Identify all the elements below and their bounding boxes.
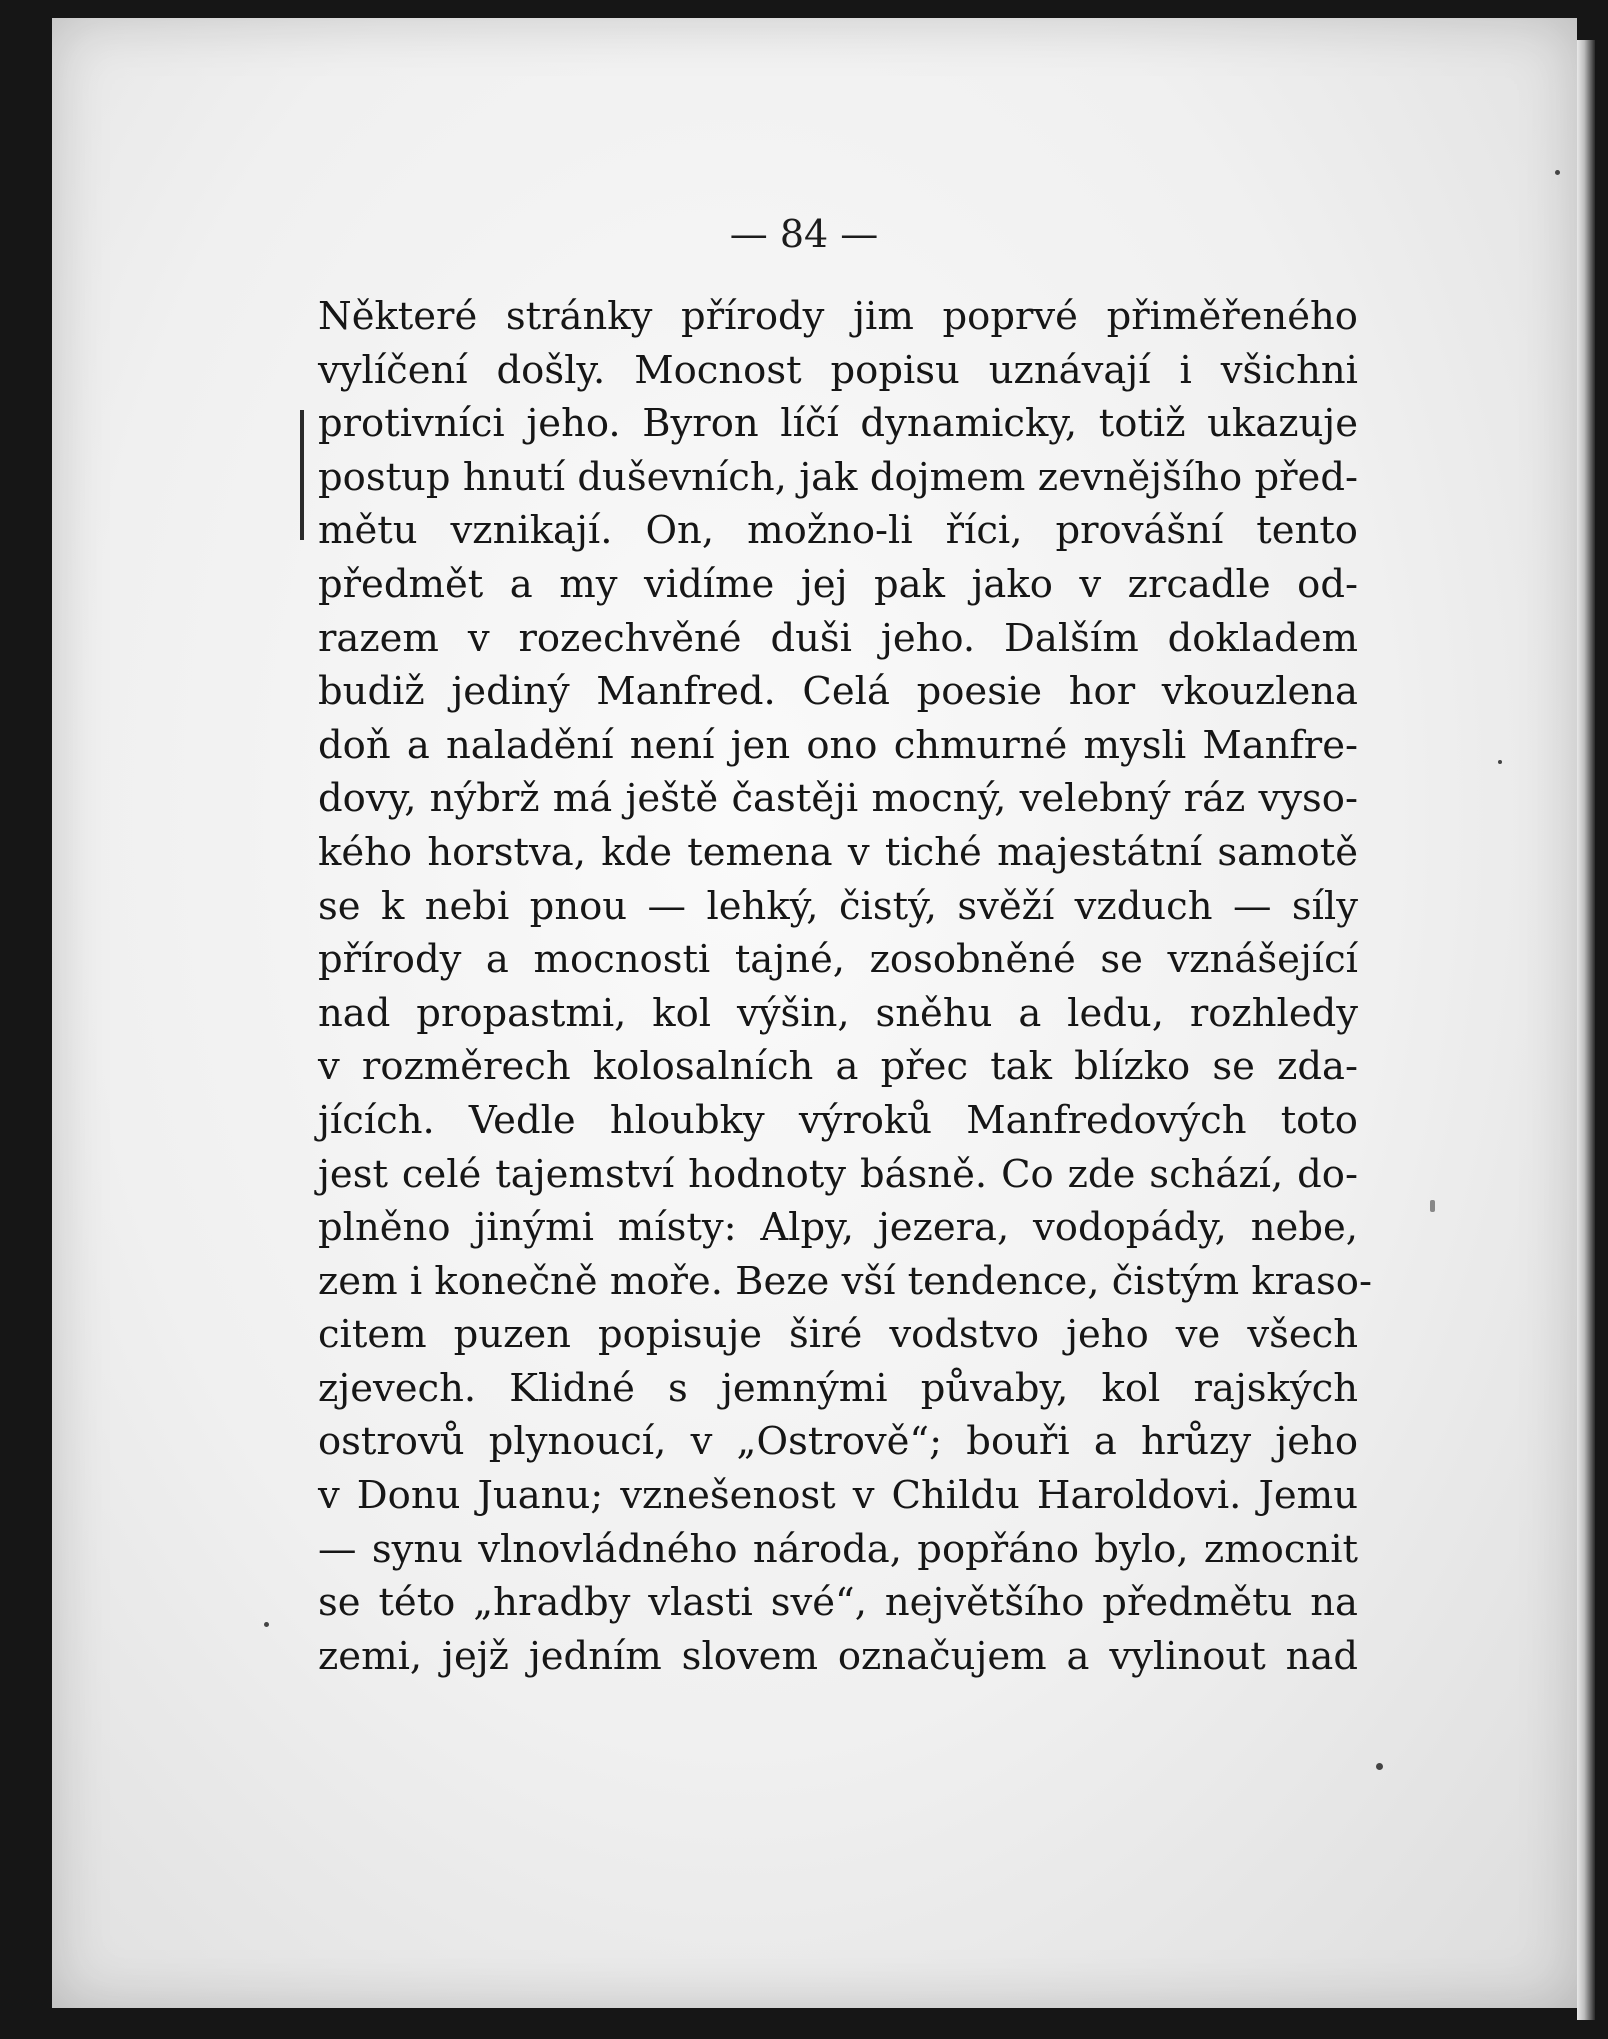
text-line: dovy, nýbrž má ještě častěji mocný, velebný ráz vyso-: [318, 776, 1358, 822]
text-line: vylíčení došly. Mocnost popisu uznávají i všichni: [318, 347, 1358, 393]
margin-pencil-mark: [300, 410, 304, 540]
text-line: přírody a mocnosti tajné, zosobněné se vznášející: [318, 937, 1358, 983]
text-line: v Donu Juanu; vznešenost v Childu Haroldovi. Jemu: [318, 1473, 1358, 1519]
scan-speck: [1376, 1763, 1383, 1770]
text-line: plněno jinými místy: Alpy, jezera, vodopády, nebe,: [318, 1205, 1358, 1251]
scan-speck: [1430, 1200, 1435, 1212]
text-line: ostrovů plynoucí, v „Ostrově“; bouři a hrůzy jeho: [318, 1419, 1358, 1465]
text-line: zem i konečně moře. Beze vší tendence, čistým kraso-: [318, 1258, 1372, 1304]
text-line: nad propastmi, kol výšin, sněhu a ledu, rozhledy: [318, 990, 1358, 1036]
text-line: zjevech. Klidné s jemnými půvaby, kol rajských: [318, 1365, 1358, 1411]
text-line: — synu vlnovládného národa, popřáno bylo, zmocnit: [318, 1526, 1358, 1572]
text-line: kého horstva, kde temena v tiché majestátní samotě: [318, 829, 1358, 875]
text-line: jících. Vedle hloubky výroků Manfredových toto: [318, 1097, 1358, 1143]
body-text: [318, 290, 1372, 1683]
text-line: se této „hradby vlasti své“, největšího předmětu na: [318, 1580, 1358, 1626]
page-edge-shadow: [1577, 40, 1595, 2020]
text-line: budiž jediný Manfred. Celá poesie hor vkouzlena: [318, 669, 1358, 715]
text-line: citem puzen popisuje širé vodstvo jeho ve všech: [318, 1312, 1358, 1358]
text-line: doň a naladění není jen ono chmurné mysli Manfre-: [318, 722, 1358, 768]
text-line: předmět a my vidíme jej pak jako v zrcadle od-: [318, 561, 1358, 607]
text-line: postup hnutí duševních, jak dojmem zevnějšího před-: [318, 454, 1358, 500]
scan-speck: [264, 1622, 269, 1627]
page-number: — 84 —: [729, 212, 879, 256]
text-line: v rozměrech kolosalních a přec tak blízko se zda-: [318, 1044, 1358, 1090]
scan-speck: [1555, 170, 1560, 175]
text-line: se k nebi pnou — lehký, čistý, svěží vzduch — síly: [318, 883, 1358, 929]
text-line: mětu vznikají. On, možno-li říci, provášní tento: [318, 508, 1358, 554]
text-line: protivníci jeho. Byron líčí dynamicky, totiž ukazuje: [318, 401, 1358, 447]
scan-speck: [1498, 760, 1502, 764]
text-line: jest celé tajemství hodnoty básně. Co zde schází, do-: [318, 1151, 1358, 1197]
text-line: zemi, jejž jedním slovem označujem a vylinout nad: [318, 1633, 1358, 1679]
text-line: Některé stránky přírody jim poprvé přiměřeného: [318, 294, 1358, 339]
text-line: razem v rozechvěné duši jeho. Dalším dokladem: [318, 615, 1358, 661]
